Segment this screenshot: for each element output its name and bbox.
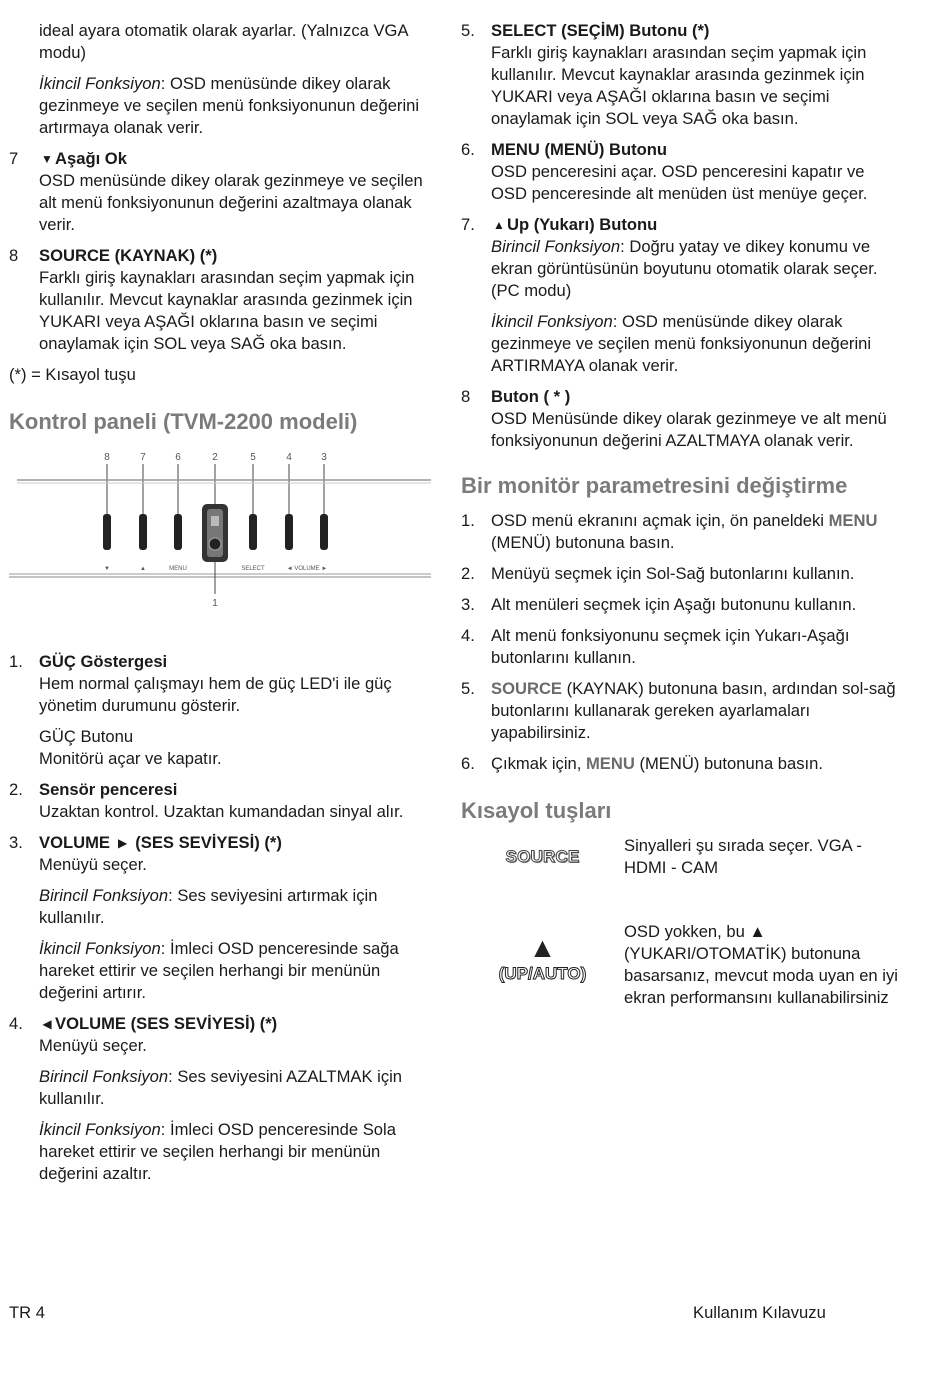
svg-text:MENU: MENU xyxy=(169,566,187,572)
panel-label-3: 3 xyxy=(321,452,327,463)
step-5: 5. SOURCE (KAYNAK) butonuna basın, ardından sol-sağ butonlarını kullanarak gereken ayarlamaları yapabilirsiniz. xyxy=(461,679,896,742)
list-item-8-button: 8 Buton ( * ) OSD Menüsünde dikey olarak gezinmeye ve alt menü fonksiyonunun değerini AZALTMAYA olanak verir. xyxy=(461,387,887,450)
intro-paragraph: ideal ayara otomatik olarak ayarlar. (Yalnızca VGA modu) xyxy=(39,21,408,62)
menu-button xyxy=(174,514,182,550)
up-arrow-icon: ▲ xyxy=(493,218,505,232)
step-6: 6. Çıkmak için, MENU (MENÜ) butonuna basın. xyxy=(461,754,823,773)
control-panel-diagram xyxy=(9,446,439,611)
step-3: 3. Alt menüleri seçmek için Aşağı butonunu kullanın. xyxy=(461,595,857,614)
left-column xyxy=(9,20,439,1194)
panel-label-4: 4 xyxy=(286,452,292,463)
shortcut-source: SOURCE Sinyalleri şu sırada seçer. VGA - HDMI - CAM xyxy=(461,835,901,879)
source-icon: SOURCE xyxy=(505,847,580,866)
panel-label-5: 5 xyxy=(250,452,256,463)
panel-label-6: 6 xyxy=(175,452,181,463)
panel-label-7: 7 xyxy=(140,452,146,463)
section-heading-shortcuts: Kısayol tuşları xyxy=(461,798,612,823)
manual-title: Kullanım Kılavuzu xyxy=(693,1303,826,1322)
step-2: 2. Menüyü seçmek için Sol-Sağ butonlarını kullanın. xyxy=(461,564,855,583)
shortcut-up-auto: ▲ (UP/AUTO) OSD yokken, bu ▲ (YUKARI/OTOMATİK) butonuna basarsanız, mevcut moda uyan en iyi ekran performansını kullanabilirsiniz xyxy=(461,921,901,1009)
intro-secondary-function: İkincil Fonksiyon: OSD menüsünde dikey olarak gezinmeye ve seçilen menü fonksiyonunun değerini artırmaya olanak verir. xyxy=(39,74,420,137)
list-item-8: 8 SOURCE (KAYNAK) (*) Farklı giriş kaynakları arasından seçim yapmak için kullanılır. Mevcut kaynaklar arasında gezinmek için YUKARI veya AŞAĞI oklarına basın ve seçimi onaylamak için SOL veya SAĞ oka basın. xyxy=(9,246,415,353)
step-1: 1. OSD menü ekranını açmak için, ön paneldeki MENU (MENÜ) butonuna basın. xyxy=(461,511,878,552)
panel-label-1: 1 xyxy=(212,598,218,609)
list-item-1: 1. GÜÇ Göstergesi Hem normal çalışmayı hem de güç LED'i ile güç yönetim durumunu gösterir. GÜÇ Butonu Monitörü açar ve kapatır. xyxy=(9,652,392,768)
svg-text:▲: ▲ xyxy=(140,566,146,572)
select-button xyxy=(249,514,257,550)
list-item-7: 7 ▼ Aşağı Ok OSD menüsünde dikey olarak gezinmeye ve seçilen alt menü fonksiyonunun değerini azaltmaya olanak verir. xyxy=(9,149,423,234)
volume-up-button xyxy=(320,514,328,550)
up-triangle-icon: ▲ xyxy=(528,932,557,963)
section-heading-control-panel: Kontrol paneli (TVM-2200 modeli) xyxy=(9,409,358,434)
volume-down-button xyxy=(285,514,293,550)
page-number: TR 4 xyxy=(9,1303,45,1322)
list-item-6: 6. MENU (MENÜ) Butonu OSD penceresini açar. OSD penceresini kapatır ve OSD penceresinde alt menüden üst menüye geçer. xyxy=(461,140,868,203)
up-auto-icon: ▲ (UP/AUTO) xyxy=(498,932,587,983)
svg-text:▼: ▼ xyxy=(104,566,110,572)
right-column xyxy=(461,20,901,1009)
list-item-2: 2. Sensör penceresi Uzaktan kontrol. Uzaktan kumandadan sinyal alır. xyxy=(9,780,404,821)
list-item-5: 5. SELECT (SEÇİM) Butonu (*) Farklı giriş kaynakları arasından seçim yapmak için kullanılır. Mevcut kaynaklar arasında gezinmek için YUKARI veya AŞAĞI oklarına basın ve seçimi onaylamak için SOL veya SAĞ oka basın. xyxy=(461,21,867,128)
list-item-4: 4. ◀ VOLUME (SES SEVİYESİ) (*) Menüyü seçer. Birincil Fonksiyon: Ses seviyesini AZALTMAK için kullanılır. İkincil Fonksiyon: İmleci OSD penceresinde Sola hareket ettirir ve seçilen herhangi bir menünün değerini azaltır. xyxy=(9,1014,403,1183)
list-item-3: 3. VOLUME ▶ (SES SEVİYESİ) (*) Menüyü seçer. Birincil Fonksiyon: Ses seviyesini artırmak için kullanılır. İkincil Fonksiyon: İmleci OSD penceresinde sağa hareket ettirir ve seçilen herhangi bir menünün değerini artırır. xyxy=(9,833,399,1002)
left-arrow-icon: ◀ xyxy=(42,1017,52,1031)
down-arrow-icon: ▼ xyxy=(41,152,53,166)
svg-text:◄ VOLUME ►: ◄ VOLUME ► xyxy=(286,566,328,572)
panel-label-2: 2 xyxy=(212,452,218,463)
shortcut-note: (*) = Kısayol tuşu xyxy=(9,365,136,384)
section-heading-parameter: Bir monitör parametresini değiştirme xyxy=(461,473,848,498)
list-item-7-up: 7. ▲ Up (Yukarı) Butonu Birincil Fonksiyon: Doğru yatay ve dikey konumu ve ekran görüntüsünün boyutunu otomatik olarak seçer. (PC modu) İkincil Fonksiyon: OSD menüsünde dikey olarak gezinmeye ve seçilen menü fonksiyonunun değerini ARTIRMAYA olanak verir. xyxy=(461,215,878,375)
right-arrow-icon: ▶ xyxy=(118,836,128,850)
step-4: 4. Alt menü fonksiyonunu seçmek için Yukarı-Aşağı butonlarını kullanın. xyxy=(461,626,850,667)
up-button xyxy=(139,514,147,550)
svg-text:SELECT: SELECT xyxy=(241,566,265,572)
panel-label-8: 8 xyxy=(104,452,110,463)
down-button xyxy=(103,514,111,550)
